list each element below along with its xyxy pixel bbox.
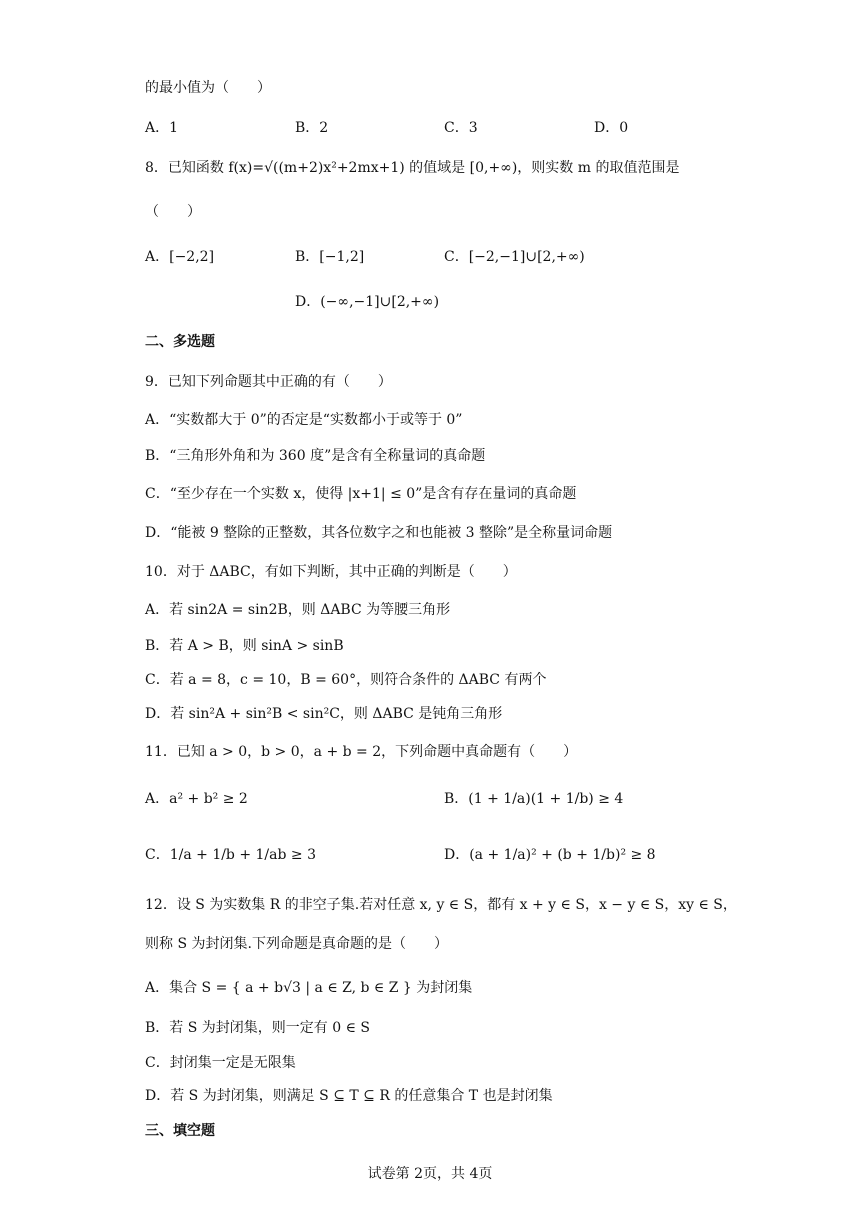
section-fill-in: 三、填空题 xyxy=(145,1123,215,1139)
q8-stem: 8．已知函数 f(x)=√((m+2)x²+2mx+1) 的值域是 [0,+∞)，则实数 m 的取值范围是 xyxy=(145,160,680,176)
q7-option-c: C．3 xyxy=(444,120,478,136)
q12-option-c: C．封闭集一定是无限集 xyxy=(145,1055,296,1071)
q12-option-b: B．若 S 为封闭集，则一定有 0 ∈ S xyxy=(145,1020,370,1036)
q11-option-b: B．(1 + 1/a)(1 + 1/b) ≥ 4 xyxy=(444,791,624,807)
section-multiple-choice: 二、多选题 xyxy=(145,334,215,350)
q9-stem: 9．已知下列命题其中正确的有（ ） xyxy=(145,374,392,390)
q10-option-a: A．若 sin2A = sin2B，则 ΔABC 为等腰三角形 xyxy=(145,602,451,618)
q10-option-d: D．若 sin²A + sin²B < sin²C，则 ΔABC 是钝角三角形 xyxy=(145,706,503,722)
page-footer: 试卷第 2页，共 4页 xyxy=(367,1166,493,1182)
q9-option-a: A．“实数都大于 0”的否定是“实数都小于或等于 0” xyxy=(145,412,463,428)
q10-option-c: C．若 a = 8，c = 10，B = 60°，则符合条件的 ΔABC 有两个 xyxy=(145,672,547,688)
q8-option-a: A．[−2,2] xyxy=(145,249,215,265)
q8-paren: （ ） xyxy=(145,204,201,220)
q9-option-b: B．“三角形外角和为 360 度”是含有全称量词的真命题 xyxy=(145,448,486,464)
q11-stem: 11．已知 a > 0，b > 0，a + b = 2，下列命题中真命题有（ ） xyxy=(145,744,578,760)
q12-stem-line1: 12．设 S 为实数集 R 的非空子集.若对任意 x, y ∈ S，都有 x + y ∈ S，x − y ∈ S，xy ∈ S， xyxy=(145,897,737,913)
q7-tail: 的最小值为（ ） xyxy=(145,80,271,96)
q11-option-c: C．1/a + 1/b + 1/ab ≥ 3 xyxy=(145,847,317,863)
q7-option-b: B．2 xyxy=(295,120,329,136)
q9-option-c: C．“至少存在一个实数 x，使得 |x+1| ≤ 0”是含有存在量词的真命题 xyxy=(145,486,577,502)
q10-option-b: B．若 A > B，则 sinA > sinB xyxy=(145,638,344,654)
q8-option-b: B．[−1,2] xyxy=(295,249,365,265)
q12-option-d: D．若 S 为封闭集，则满足 S ⊆ T ⊆ R 的任意集合 T 也是封闭集 xyxy=(145,1088,553,1104)
q7-option-a: A．1 xyxy=(145,120,179,136)
q11-option-a: A．a² + b² ≥ 2 xyxy=(145,791,248,807)
q10-stem: 10．对于 ΔABC，有如下判断，其中正确的判断是（ ） xyxy=(145,564,517,580)
q12-option-a: A．集合 S = { a + b√3 | a ∈ Z, b ∈ Z } 为封闭集 xyxy=(145,980,473,996)
q8-option-d: D．(−∞,−1]∪[2,+∞) xyxy=(295,294,440,310)
q7-option-d: D．0 xyxy=(594,120,629,136)
q9-option-d: D．“能被 9 整除的正整数，其各位数字之和也能被 3 整除”是全称量词命题 xyxy=(145,525,613,541)
q11-option-d: D．(a + 1/a)² + (b + 1/b)² ≥ 8 xyxy=(444,847,656,863)
q12-stem-line2: 则称 S 为封闭集.下列命题是真命题的是（ ） xyxy=(145,936,448,952)
q8-option-c: C．[−2,−1]∪[2,+∞) xyxy=(444,249,585,265)
